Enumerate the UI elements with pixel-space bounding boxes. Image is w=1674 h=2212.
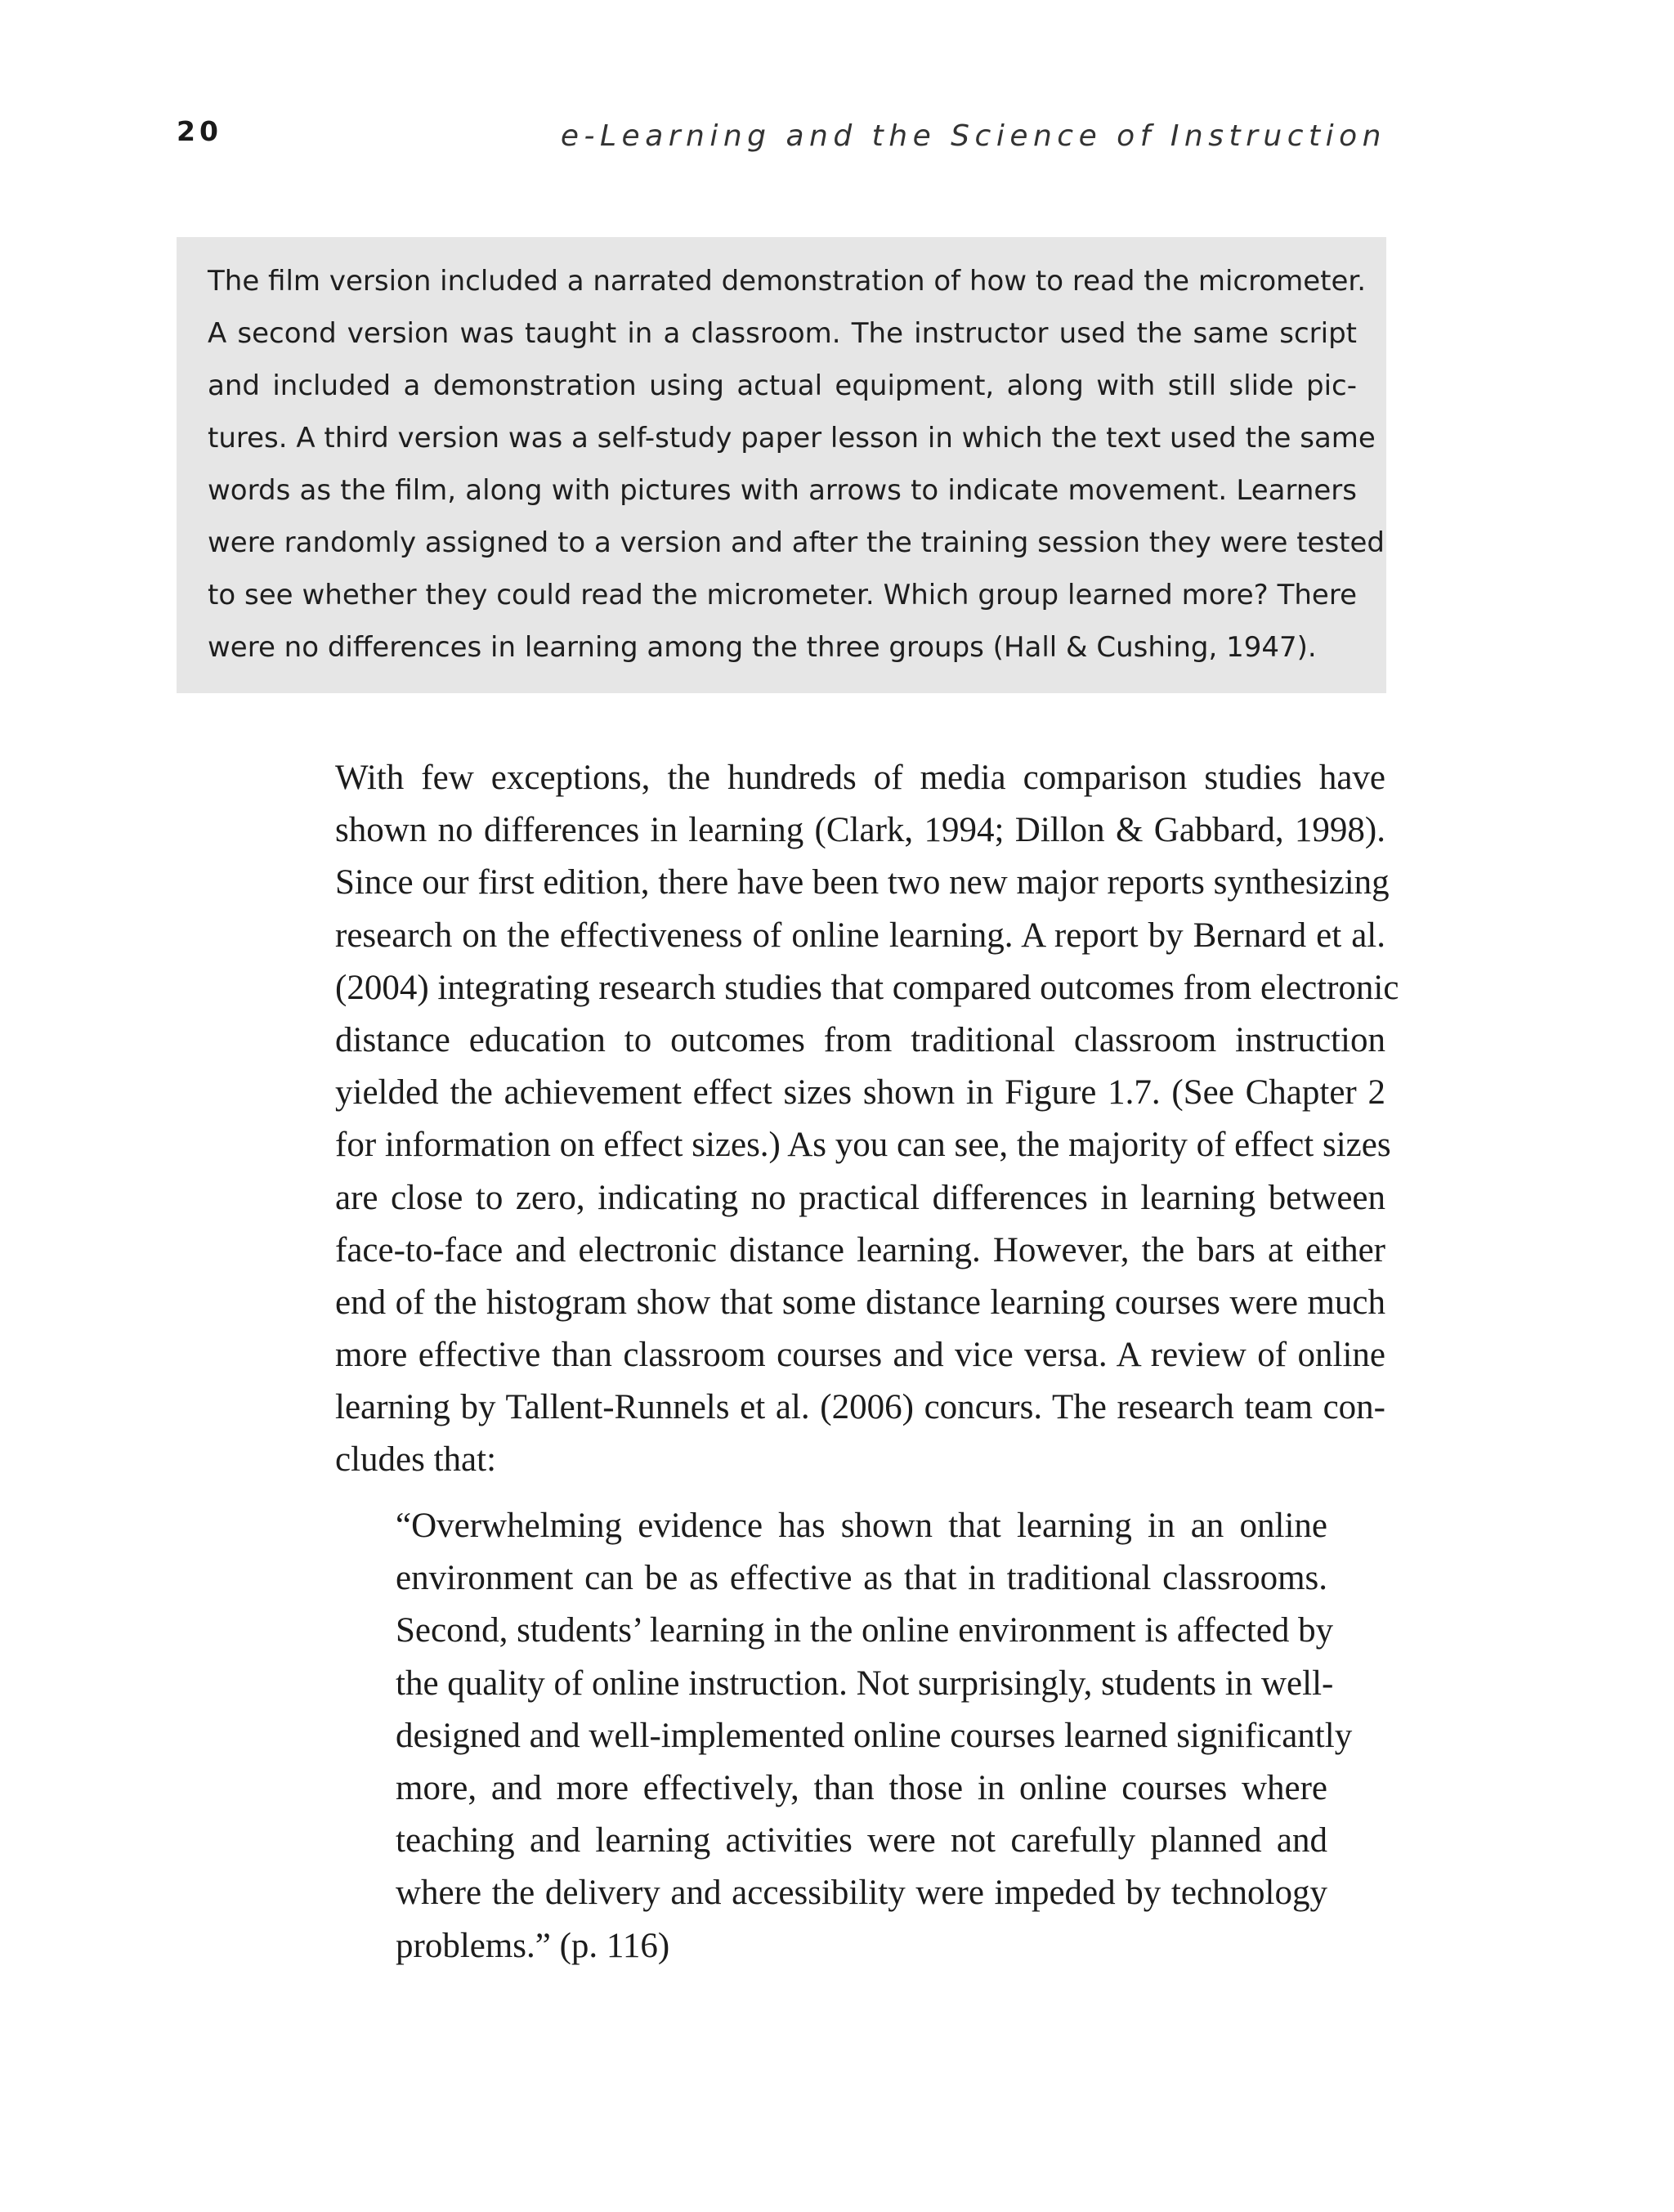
sidebar-line: tures. A third version was a self-study paper lesson in which the text used the same	[208, 422, 1376, 454]
body-line: cludes that:	[335, 1440, 497, 1480]
block-quote	[396, 1500, 1353, 1972]
sidebar-line: A second version was taught in a classroom. The instructor used the same script	[208, 317, 1357, 350]
quote-line: more, and more effectively, than those in online courses where	[396, 1768, 1327, 1807]
sidebar-line: words as the film, along with pictures with arrows to indicate movement. Learners	[208, 474, 1357, 507]
sidebar-line: and included a demonstration using actual equipment, along with still slide pic-	[208, 369, 1357, 402]
body-line: face-to-face and electronic distance learning. However, the bars at either	[335, 1230, 1385, 1269]
quote-line: problems.” (p. 116)	[396, 1926, 670, 1965]
quote-line: designed and well-implemented online courses learned significantly	[396, 1716, 1353, 1755]
body-line: learning by Tallent-Runnels et al. (2006) concurs. The research team con-	[335, 1388, 1385, 1427]
body-line: end of the histogram show that some distance learning courses were much	[335, 1283, 1385, 1322]
body-line: shown no differences in learning (Clark, 1994; Dillon & Gabbard, 1998).	[335, 811, 1385, 850]
sidebar-line: to see whether they could read the micrometer. Which group learned more? There	[208, 579, 1357, 611]
example-sidebar-box	[177, 237, 1386, 693]
body-line: Since our first edition, there have been two new major reports synthesizing	[335, 863, 1390, 902]
body-line: yielded the achievement effect sizes shown in Figure 1.7. (See Chapter 2	[335, 1073, 1385, 1113]
page-number: 20	[177, 115, 222, 147]
body-line: (2004) integrating research studies that compared outcomes from electronic	[335, 968, 1399, 1007]
sidebar-line: The film version included a narrated demonstration of how to read the micrometer.	[208, 265, 1367, 298]
sidebar-line: were no differences in learning among the three groups (Hall & Cushing, 1947).	[208, 631, 1317, 664]
quote-line: “Overwhelming evidence has shown that learning in an online	[396, 1507, 1327, 1545]
body-line: for information on effect sizes.) As you can see, the majority of effect sizes	[335, 1126, 1391, 1165]
body-line: With few exceptions, the hundreds of media comparison studies have	[335, 759, 1385, 797]
body-paragraph	[335, 752, 1399, 1487]
quote-line: the quality of online instruction. Not surprisingly, students in well-	[396, 1663, 1334, 1703]
quote-line: environment can be as effective as that in traditional classrooms.	[396, 1559, 1327, 1598]
body-line: distance education to outcomes from traditional classroom instruction	[335, 1020, 1385, 1059]
quote-line: Second, students’ learning in the online environment is affected by	[396, 1611, 1334, 1650]
body-line: are close to zero, indicating no practical differences in learning between	[335, 1178, 1385, 1217]
sidebar-line: were randomly assigned to a version and after the training session they were tested	[208, 526, 1385, 559]
body-line: research on the effectiveness of online learning. A report by Bernard et al.	[335, 916, 1385, 955]
running-head: e-Learning and the Science of Instruction	[560, 119, 1386, 153]
body-line: more effective than classroom courses and vice versa. A review of online	[335, 1336, 1385, 1375]
quote-line: teaching and learning activities were not carefully planned and	[396, 1821, 1327, 1860]
quote-line: where the delivery and accessibility were impeded by technology	[396, 1874, 1327, 1913]
